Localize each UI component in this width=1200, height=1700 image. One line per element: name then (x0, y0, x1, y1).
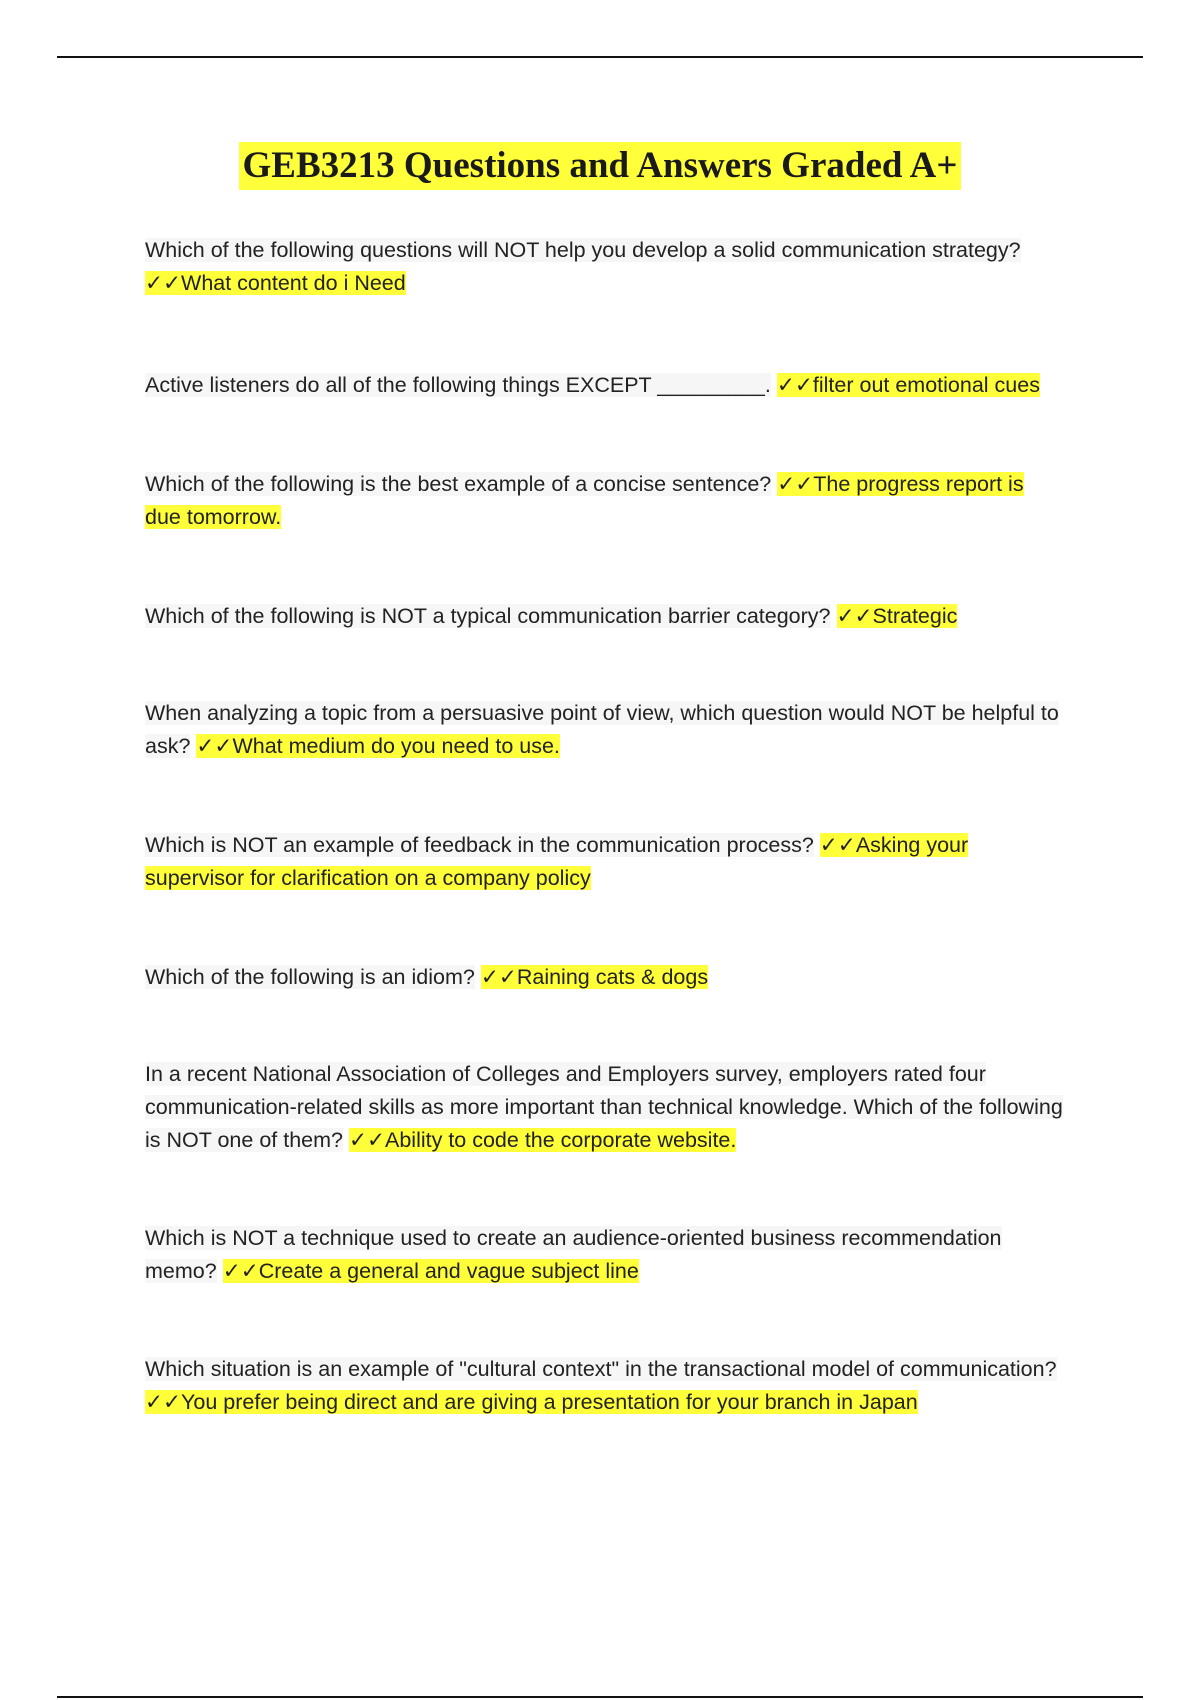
check-icon: ✓✓ (348, 1128, 385, 1152)
qa-item-1 (145, 234, 1065, 300)
answer-highlight (145, 1390, 918, 1414)
answer-highlight (223, 1259, 639, 1283)
answer-text: Create a general and vague subject line (258, 1259, 639, 1283)
answer-highlight (481, 965, 708, 989)
title-wrap (0, 142, 1200, 190)
qa-item-4 (145, 600, 1065, 633)
footer-rule (57, 1696, 1143, 1698)
question-text: When analyzing a topic from a persuasive point of view, which question would NOT be helpful to ask? (145, 701, 1059, 758)
check-icon: ✓✓ (819, 833, 856, 857)
qa-item-3 (145, 468, 1065, 534)
check-icon: ✓✓ (222, 1259, 259, 1283)
qa-item-10 (145, 1353, 1065, 1419)
check-icon: ✓✓ (480, 965, 517, 989)
question-text: Active listeners do all of the following things EXCEPT _________. (145, 373, 771, 397)
qa-item-7 (145, 961, 1065, 994)
answer-text: Strategic (872, 604, 958, 628)
qa-item-9 (145, 1222, 1065, 1288)
question-text: Which of the following is an idiom? (145, 965, 475, 989)
answer-highlight (777, 373, 1040, 397)
qa-item-5 (145, 697, 1065, 763)
answer-text: What medium do you need to use. (232, 734, 560, 758)
question-text: Which situation is an example of "cultural context" in the transactional model of communication? (145, 1357, 1057, 1381)
question-text: In a recent National Association of Colleges and Employers survey, employers rated four communication-related skills as more important than technical knowledge. Which of the following is NOT one of them? (145, 1062, 1063, 1152)
qa-item-8 (145, 1058, 1065, 1157)
check-icon: ✓✓ (836, 604, 873, 628)
qa-item-2 (145, 369, 1065, 402)
question-text: Which of the following is the best example of a concise sentence? (145, 472, 772, 496)
header-rule (57, 56, 1143, 58)
answer-text: Asking your supervisor for clarification on a company policy (145, 833, 969, 890)
answer-highlight (349, 1128, 736, 1152)
answer-highlight (837, 604, 958, 628)
question-text: Which of the following is NOT a typical communication barrier category? (145, 604, 831, 628)
question-text: Which of the following questions will NOT help you develop a solid communication strategy? (145, 238, 1021, 262)
check-icon: ✓✓ (776, 373, 813, 397)
check-icon: ✓✓ (145, 1390, 182, 1414)
answer-text: The progress report is due tomorrow. (145, 472, 1024, 529)
answer-text: What content do i Need (181, 271, 406, 295)
question-text: Which is NOT a technique used to create an audience-oriented business recommendation memo? (145, 1226, 1002, 1283)
check-icon: ✓✓ (196, 734, 233, 758)
check-icon: ✓✓ (145, 271, 182, 295)
answer-highlight (145, 271, 406, 295)
document-title: GEB3213 Questions and Answers Graded A+ (239, 142, 962, 190)
answer-text: Ability to code the corporate website. (385, 1128, 737, 1152)
question-text: Which is NOT an example of feedback in the communication process? (145, 833, 814, 857)
answer-text: filter out emotional cues (812, 373, 1040, 397)
check-icon: ✓✓ (777, 472, 814, 496)
answer-highlight (196, 734, 560, 758)
qa-item-6 (145, 829, 1065, 895)
answer-text: Raining cats & dogs (516, 965, 709, 989)
answer-text: You prefer being direct and are giving a presentation for your branch in Japan (181, 1390, 918, 1414)
